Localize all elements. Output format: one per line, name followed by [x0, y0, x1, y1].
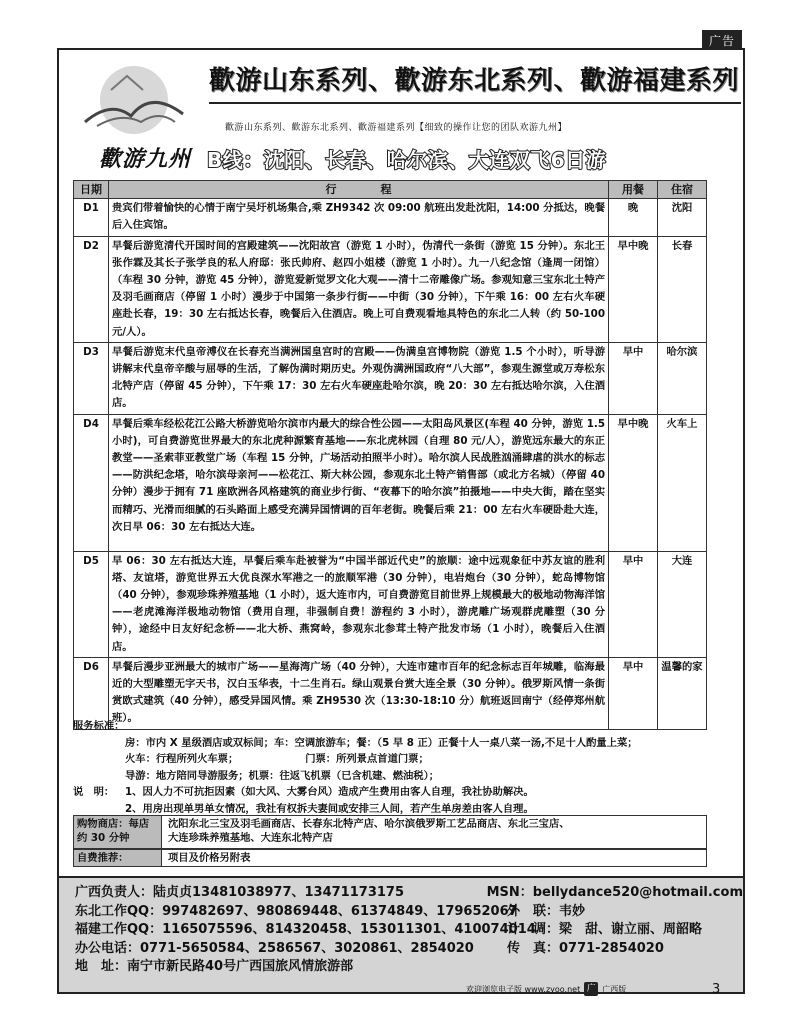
table-row — [74, 551, 707, 657]
shopping-stores-1: 沈阳东北三宝及羽毛画商店、长春东北特产店、哈尔滨俄罗斯工艺品商店、东北三宝店、 — [168, 818, 570, 830]
itinerary-cell: 早餐后漫步亚洲最大的城市广场——星海湾广场（40 分钟），大连市建市百年的纪念标志百年城雕，临海最近的大型雕塑无字天书，汉白玉华表，十二生肖石。绿山观景台赏大连全景（30 分钟）。俄罗斯风情一条街赏欧式建筑（40 分钟），感受异国风情。乘 ZH9530 次（13:30-18:10 分）航班返回南宁（经停郑州航班）。 — [109, 657, 609, 729]
table-row — [74, 414, 707, 551]
table-header-row — [74, 181, 707, 199]
itinerary-cell: 早餐后游览末代皇帝溥仪在长春充当满洲国皇宫时的宫殿——伪满皇宫博物院（游览 1.5 个小时），听导游讲解末代皇帝辛酸与屈辱的生活，了解伪满时期历史。外观伪满洲国政府“八大部”，参观生源堂或万寿松东北特产店（停留 45 分钟），下午乘 17：30 左右火车硬座赴哈尔滨，晚 20：30 左右抵达哈尔滨，入住酒店。 — [109, 342, 609, 414]
meal-cell: 早中 — [609, 551, 658, 657]
contact-leader: 广西负责人：陆贞贞13481038977、13471173175 — [75, 885, 404, 900]
contact-row — [75, 884, 743, 903]
meal-cell: 早中晚 — [609, 236, 658, 342]
self-pay-value: 项目及价格另附表 — [168, 852, 251, 864]
note-line: 火车：行程所列火车票； 门票：所列景点首道门票； — [125, 753, 429, 766]
service-notes — [73, 718, 707, 818]
explain-text: 1、因人力不可抗拒因素（如大风、大雾台风）造成产生费用由客人自理，我社协助解决。 — [125, 786, 534, 799]
contact-fax: 传 真：0771-2854020 — [507, 940, 664, 956]
ad-label: 广告 — [702, 30, 742, 51]
table-row — [74, 236, 707, 342]
header-itinerary: 行 程 — [109, 181, 609, 199]
meal-cell: 早中晚 — [609, 414, 658, 551]
lodging-cell: 大连 — [658, 551, 707, 657]
contact-row — [75, 903, 743, 922]
note-line: 房：市内 X 星级酒店或双标间；车：空调旅游车；餐：（5 早 8 正）正餐十人一桌八菜一汤,不足十人酌量上菜； — [125, 736, 638, 749]
day-cell: D3 — [74, 342, 109, 414]
publisher-mark-icon: 广 — [584, 982, 598, 996]
meal-cell: 早中 — [609, 342, 658, 414]
contact-address: 地 址：南宁市新民路40号广西国旅风情旅游部 — [75, 959, 354, 974]
header-date: 日期 — [74, 181, 109, 199]
contact-fujian-qq: 福建工作QQ：1165075596、814320458、153011301、410074014 — [75, 922, 536, 937]
contact-msn: MSN：bellydance520@hotmail.com — [486, 885, 743, 900]
lodging-cell: 温馨的家 — [658, 657, 707, 729]
contact-planner: 计 调：梁 甜、谢立丽、周韶略 — [507, 922, 703, 937]
lodging-cell: 长春 — [658, 236, 707, 342]
title-divider — [209, 102, 741, 104]
explain-text: 2、用房出现单男单女情况，我社有权拆夫妻间或安排三人间，若产生单房差由客人自理。 — [125, 802, 534, 815]
notes-heading: 服务标准： — [73, 720, 125, 732]
subtitle: 歡游山东系列、歡游东北系列、歡游福建系列【细致的操作让您的团队欢游九州】 — [225, 123, 568, 133]
contact-block — [59, 876, 743, 994]
meal-cell: 晚 — [609, 199, 658, 236]
meal-cell: 早中 — [609, 657, 658, 729]
note-line: 导游：地方陪同导游服务；机票：往返飞机票（已含机建、燃油税）； — [125, 769, 440, 782]
itinerary-cell: 贵宾们带着愉快的心情于南宁吴圩机场集合,乘 ZH9342 次 09:00 航班出发赴沈阳，14:00 分抵达，晚餐后入住宾馆。 — [109, 199, 609, 236]
page-number: 3 — [712, 982, 721, 997]
footer-text: 欢迎浏览电子版 www.zyoo.net — [466, 984, 581, 994]
day-cell: D6 — [74, 657, 109, 729]
day-cell: D2 — [74, 236, 109, 342]
table-row — [74, 199, 707, 236]
lodging-cell: 沈阳 — [658, 199, 707, 236]
day-cell: D4 — [74, 414, 109, 551]
contact-row — [75, 958, 743, 977]
logo-text: 歡游九州 — [98, 146, 191, 172]
self-pay-row — [73, 849, 707, 867]
footer — [466, 982, 626, 996]
contact-office-tel: 办公电话：0771-5650584、2586567、3020861、2854020 — [75, 940, 474, 956]
self-pay-label: 自费推荐： — [74, 850, 162, 866]
shopping-value — [162, 816, 576, 848]
contact-row — [75, 940, 743, 959]
contact-dongbei-qq: 东北工作QQ：997482697、980869448、61374849、179652067 — [75, 903, 518, 919]
itinerary-table — [73, 180, 707, 730]
day-cell: D1 — [74, 199, 109, 236]
header-meals: 用餐 — [609, 181, 658, 199]
explain-line — [73, 784, 707, 801]
table-row — [74, 342, 707, 414]
itinerary-cell: 早 06：30 左右抵达大连，早餐后乘车赴被誉为“中国半部近代史”的旅顺：途中远观象征中苏友谊的胜利塔、友谊塔，游览世界五大优良深水军港之一的旅顺军港（30 分钟），电岩炮台（30 分钟），蛇岛博物馆（40 分钟），参观珍珠养殖基地（1 小时），返大连市内，可自费游览目前世界上规模最大的极地动物海洋馆——老虎滩海洋极地动物馆（费用自理，非强制自费！游程约 3 小时），游虎雕广场观群虎雕塑（30 分钟），途经中日友好纪念桥——北大桥、燕窝岭，参观东北参茸土特产批发市场（1 小时），晚餐后入住酒店。 — [109, 551, 609, 657]
contact-row — [75, 921, 743, 940]
itinerary-cell: 早餐后游览清代开国时间的宫殿建筑——沈阳故宫（游览 1 小时），伪清代一条街（游览 15 分钟）。东北王张作霖及其长子张学良的私人府邸：张氏帅府、赵四小姐楼（游览 1 小时）。九一八纪念馆（逢周一闭馆）（车程 30 分钟，游览 45 分钟），游览爱新觉罗文化大观——清十二帝雕像广场。参观知意三宝东北土特产及羽毛画商店（停留 1 小时）漫步于中国第一条步行街——中街（30 分钟），下午乘 16：00 左右火车硬座赴长春，19：30 左右抵达长春，晚餐后入住酒店。晚上可自费观看地具特色的东北二人转（约 50-100 元/人）。 — [109, 236, 609, 342]
header — [59, 50, 743, 176]
route-title: B线：沈阳、长春、哈尔滨、大连双飞6日游 — [207, 148, 607, 172]
footer-edition: 广西版 — [602, 984, 627, 994]
explain-label: 说 明： — [73, 786, 115, 799]
lodging-cell: 哈尔滨 — [658, 342, 707, 414]
day-cell: D5 — [74, 551, 109, 657]
brand-logo — [71, 60, 197, 172]
shopping-row — [73, 815, 707, 849]
itinerary-cell: 早餐后乘车经松花江公路大桥游览哈尔滨市内最大的综合性公园——太阳岛风景区(车程 40 分钟，游览 1.5 小时)，可自费游览世界最大的东北虎种源繁育基地——东北虎林园（自理 80 元/人），游览远东最大的东正教堂——圣索菲亚教堂广场（车程 15 分钟，广场活动拍照半小时）。哈尔滨人民战胜汹涌肆虐的洪水的标志——防洪纪念塔，哈尔滨母亲河——松花江、斯大林公园，参观东北土特产销售部（或北方名城）（停留 40 分钟）漫步于拥有 71 座欧洲各风格建筑的商业步行街、“夜幕下的哈尔滨”拍摄地——中央大街，踏在坚实而精巧、光滑而细腻的石头路面上感受充满异国情调的百年老街。晚餐后乘 21：00 左右火车硬卧赴大连，次日早 06：30 左右抵达大连。 — [109, 414, 609, 551]
contact-liaison: 外 联：韦妙 — [507, 903, 586, 919]
lodging-cell: 火车上 — [658, 414, 707, 551]
main-title: 歡游山东系列、歡游东北系列、歡游福建系列 — [209, 66, 740, 96]
header-lodging: 住宿 — [658, 181, 707, 199]
flyer-sheet — [57, 48, 745, 994]
shopping-stores-2: 大连珍珠养殖基地、大连东北特产店 — [168, 832, 333, 844]
shopping-label: 购物商店：每店约 30 分钟 — [74, 816, 162, 848]
